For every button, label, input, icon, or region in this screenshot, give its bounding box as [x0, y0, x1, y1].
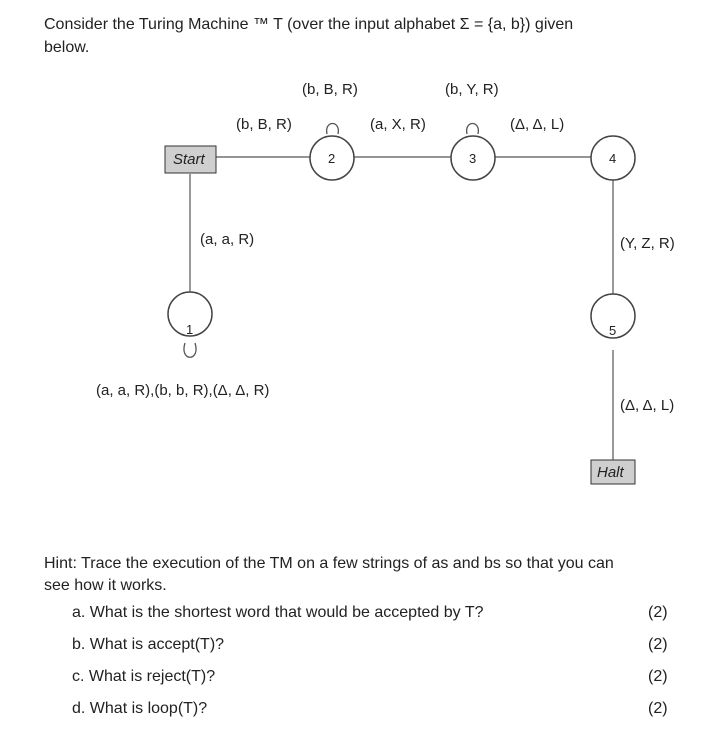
- edge-label-loop-1: (a, a, R),(b, b, R),(Δ, Δ, R): [96, 382, 270, 399]
- intro-line-1: Consider the Turing Machine ™ T (over the input alphabet Σ = {a, b}) given: [44, 16, 574, 33]
- state-2-label: 2: [328, 151, 336, 166]
- state-4-label: 4: [609, 151, 617, 166]
- edge-label-loop-2: (b, B, R): [302, 81, 358, 98]
- loop-2: [327, 124, 339, 135]
- loop-3: [467, 124, 479, 135]
- hint-line-1: Hint: Trace the execution of the TM on a few strings of as and bs so that you can: [44, 555, 614, 572]
- state-5-label: 5: [609, 323, 617, 338]
- state-1-label: 1: [186, 322, 194, 337]
- question-b-points: (2): [648, 636, 668, 653]
- question-b: b. What is accept(T)?: [72, 636, 225, 653]
- question-a: a. What is the shortest word that would be accepted by T?: [72, 604, 484, 621]
- edge-label-3-to-4: (Δ, Δ, L): [510, 116, 565, 133]
- state-3-label: 3: [469, 151, 477, 166]
- state-halt-label: Halt: [597, 464, 624, 481]
- loop-1: [184, 343, 196, 357]
- intro-line-2: below.: [44, 39, 90, 56]
- state-start-label: Start: [173, 151, 205, 168]
- edge-label-4-to-5: (Y, Z, R): [620, 235, 675, 252]
- edge-label-loop-3: (b, Y, R): [445, 81, 499, 98]
- question-a-points: (2): [648, 604, 668, 621]
- question-d-points: (2): [648, 700, 668, 717]
- edge-label-2-to-3: (a, X, R): [370, 116, 426, 133]
- edge-label-start-to-1: (a, a, R): [200, 231, 255, 248]
- question-c-points: (2): [648, 668, 668, 685]
- hint-text: [44, 553, 704, 597]
- edge-label-start-to-2: (b, B, R): [236, 116, 292, 133]
- question-c: c. What is reject(T)?: [72, 668, 216, 685]
- question-d: d. What is loop(T)?: [72, 700, 208, 717]
- edge-label-5-to-halt: (Δ, Δ, L): [620, 397, 675, 414]
- hint-line-2: see how it works.: [44, 577, 167, 594]
